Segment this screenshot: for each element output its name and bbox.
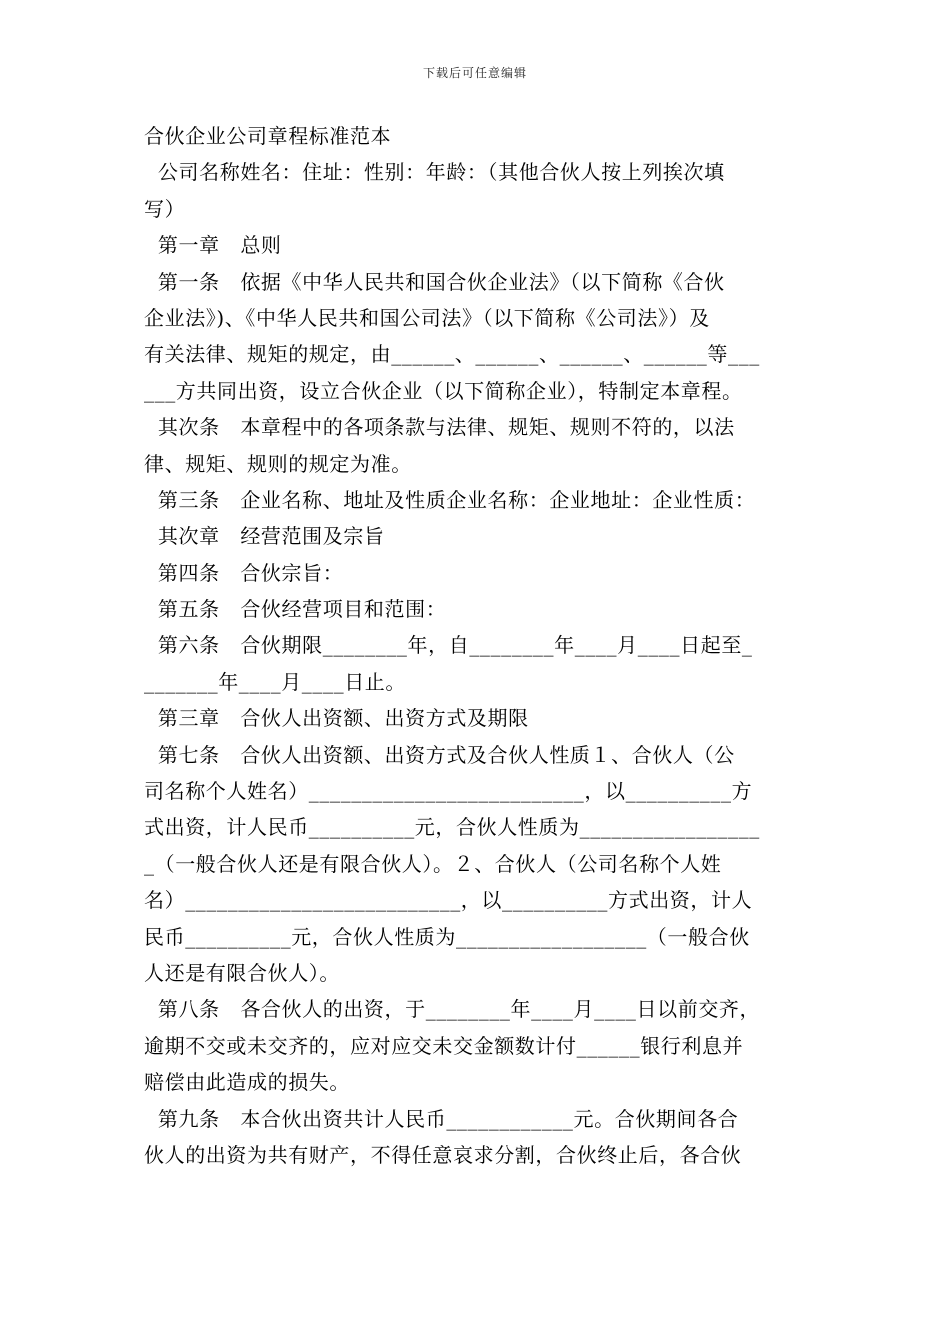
document-title: 合伙企业公司章程标准范本 bbox=[144, 124, 392, 148]
text-line: 第五条 合伙经营项目和范围： bbox=[144, 597, 447, 622]
text-line: _（一般合伙人还是有限合伙人）。２、合伙人（公司名称个人姓 bbox=[144, 851, 722, 876]
chapter-heading: 其次章 经营范围及宗旨 bbox=[144, 524, 385, 549]
chapter-heading: 第三章 合伙人出资额、出资方式及期限 bbox=[144, 706, 529, 731]
text-line: 第九条 本合伙出资共计人民币____________元。合伙期间各合 bbox=[144, 1106, 739, 1131]
text-line: 公司名称姓名：住址：性别：年龄：（其他合伙人按上列挨次填 bbox=[144, 160, 725, 185]
page-header: 下载后可任意编辑 bbox=[422, 66, 527, 80]
text-line: 名）__________________________，以__________方式出资，计人 bbox=[144, 888, 753, 913]
text-line: 企业法》)、《中华人民共和国公司法》（以下简称《公司法》）及 bbox=[144, 305, 710, 330]
text-line: 第四条 合伙宗旨： bbox=[144, 560, 344, 585]
text-line: 伙人的出资为共有财产，不得任意哀求分割，合伙终止后，各合伙 bbox=[144, 1142, 742, 1167]
text-line: 第七条 合伙人出资额、出资方式及合伙人性质１、合伙人（公 bbox=[144, 742, 735, 767]
text-line: 逾期不交或未交齐的，应对应交未交金额数计付______银行利息并 bbox=[144, 1033, 744, 1058]
text-line: 有关法律、规矩的规定，由______、______、______、______等___ bbox=[144, 342, 760, 367]
text-line: 人还是有限合伙人）。 bbox=[144, 960, 340, 985]
text-line: 民币__________元，合伙人性质为__________________（一般合伙 bbox=[144, 924, 750, 949]
text-line: ___方共同出资，设立合伙企业（以下简称企业），特制定本章程。 bbox=[144, 378, 743, 403]
document-body bbox=[144, 118, 809, 1173]
text-line: 第六条 合伙期限________年，自________年____月____日起至_ bbox=[144, 633, 753, 658]
text-line: 式出资，计人民币__________元，合伙人性质为_________________ bbox=[144, 815, 760, 840]
text-line: 律、规矩、规则的规定为准。 bbox=[144, 451, 412, 476]
text-line: 司名称个人姓名）__________________________，以__________方 bbox=[144, 779, 753, 804]
text-line: _______年____月____日止。 bbox=[144, 669, 406, 694]
text-line: 写） bbox=[144, 196, 186, 221]
text-line: 第三条 企业名称、地址及性质企业名称：企业地址：企业性质： bbox=[144, 487, 756, 512]
text-line: 第八条 各合伙人的出资，于________年____月____日以前交齐， bbox=[144, 997, 761, 1022]
text-line: 其次条 本章程中的各项条款与法律、规矩、规则不符的，以法 bbox=[144, 415, 735, 440]
text-line: 赔偿由此造成的损失。 bbox=[144, 1070, 350, 1095]
text-line: 第一条 依据《中华人民共和国合伙企业法》（以下简称《合伙 bbox=[144, 269, 725, 294]
chapter-heading: 第一章 总则 bbox=[144, 233, 282, 258]
